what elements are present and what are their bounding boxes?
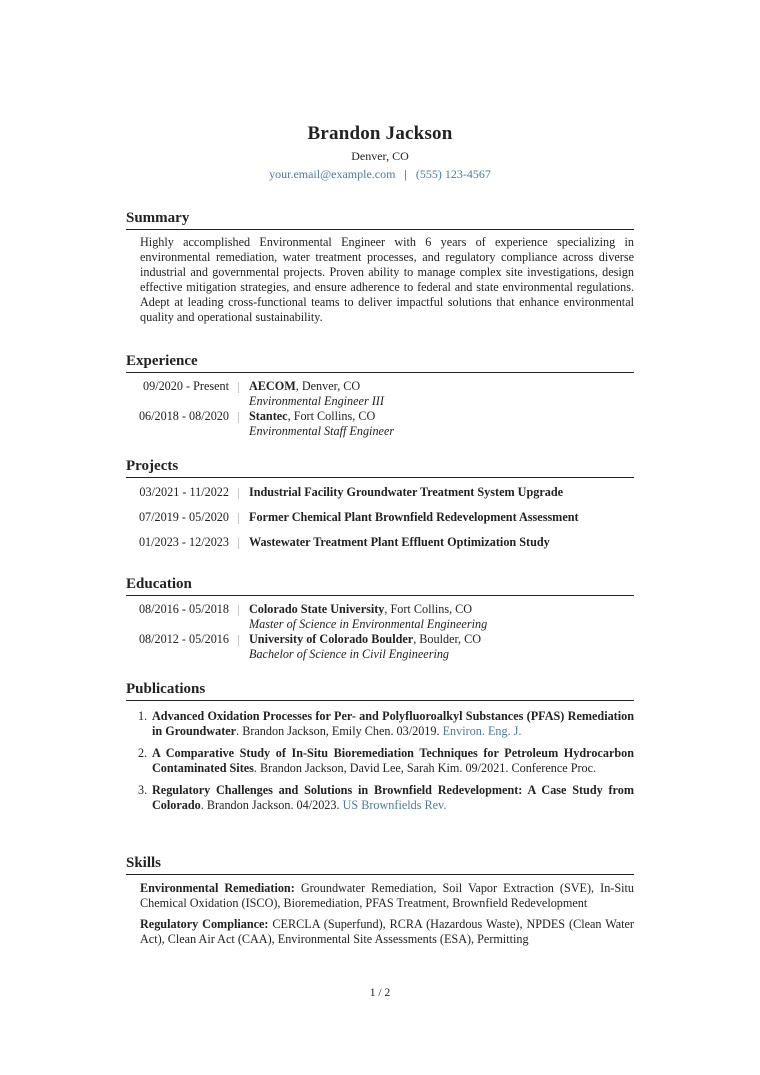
education-place: , Fort Collins, CO [384,602,473,616]
education-org: University of Colorado Boulder [249,632,414,646]
skill-group [140,917,634,947]
education-place: , Boulder, CO [413,632,482,646]
publication-number: 3. [138,783,148,797]
education-section [126,575,634,662]
skill-text: Groundwater Remediation, Soil Vapor Extraction (SVE), In-Situ Chemical Oxidation (ISCO), Bioremediation, PFAS Treatment, Brownfield Redevelopment [140,881,634,910]
skill-group [140,881,634,911]
skill-label: Environmental Remediation: [140,881,295,895]
project-date: 01/2023 - 12/2023 [138,535,229,549]
experience-date: 09/2020 - Present [143,379,229,393]
project-item [126,485,634,500]
project-date: 07/2019 - 05/2020 [138,510,229,524]
education-date: 08/2016 - 05/2018 [138,602,229,616]
skill-text: CERCLA (Superfund), RCRA (Hazardous Waste), NPDES (Clean Water Act), Clean Air Act (CAA), Environmental Site Assessments (ESA), Permitting [140,917,634,946]
section-title-projects: Projects [126,457,634,478]
publication-authors: . Brandon Jackson, David Lee, Sarah Kim. 09/2021. Conference Proc. [253,761,597,775]
publication-venue-link[interactable]: Environ. Eng. J. [442,724,522,738]
publication-number: 1. [138,709,148,723]
page-number: 1 / 2 [369,987,391,999]
section-title-skills: Skills [126,854,634,875]
section-title-experience: Experience [126,352,634,373]
summary-text: Highly accomplished Environmental Engineer with 6 years of experience specializing in environmental remediation, water treatment processes, and regulatory compliance across diverse industrial and governmental projects. Proven ability to manage complex site investigations, design effective mitigation strategies, and ensure adherence to federal and state environmental regulations. Adept at leading cross-functional teams to deliver impactful solutions that enhance environmental quality and operational sustainability. [140,235,634,324]
projects-section [126,457,634,550]
publication-venue-link[interactable]: US Brownfields Rev. [342,798,447,812]
experience-item [126,409,634,439]
phone-link[interactable]: (555) 123-4567 [415,167,491,181]
skill-label: Regulatory Compliance: [140,917,269,931]
publication-authors: . Brandon Jackson, Emily Chen. 03/2019. [236,724,443,738]
education-item [126,632,634,662]
publication-title: Advanced Oxidation Processes for Per- and Polyfluoroalkyl Substances (PFAS) Remediation in Groundwater [152,709,634,738]
contact-line [126,167,634,182]
publication-title: A Comparative Study of In-Situ Bioremediation Techniques for Petroleum Hydrocarbon Contaminated Sites [152,746,634,775]
candidate-name: Brandon Jackson [307,123,453,144]
contact-separator: | [404,167,407,181]
experience-role: Environmental Engineer III [249,394,384,408]
publication-number: 2. [138,746,148,760]
education-org: Colorado State University [249,602,385,616]
publication-item [126,709,634,739]
project-name: Former Chemical Plant Brownfield Redevelopment Assessment [249,510,579,524]
project-item [126,510,634,525]
publication-item [126,746,634,776]
resume-header [126,122,634,182]
education-item [126,602,634,632]
experience-org: AECOM [249,379,296,393]
skills-section [126,854,634,953]
experience-place: , Fort Collins, CO [287,409,376,423]
publication-title: Regulatory Challenges and Solutions in Brownfield Redevelopment: A Case Study from Colorado [152,783,634,812]
education-degree: Bachelor of Science in Civil Engineering [249,647,450,661]
publications-section [126,680,634,820]
section-title-publications: Publications [126,680,634,701]
experience-role: Environmental Staff Engineer [249,424,395,438]
project-item [126,535,634,550]
project-name: Industrial Facility Groundwater Treatment System Upgrade [249,485,564,499]
project-name: Wastewater Treatment Plant Effluent Optimization Study [249,535,550,549]
candidate-location: Denver, CO [351,149,409,163]
project-date: 03/2021 - 11/2022 [139,485,229,499]
experience-place: , Denver, CO [295,379,361,393]
section-title-summary: Summary [126,209,634,230]
education-date: 08/2012 - 05/2016 [138,632,229,646]
experience-date: 06/2018 - 08/2020 [138,409,229,423]
experience-org: Stantec [249,409,288,423]
section-title-education: Education [126,575,634,596]
publication-authors: . Brandon Jackson. 04/2023. [200,798,343,812]
email-link[interactable]: your.email@example.com [269,167,396,181]
publication-item [126,783,634,813]
experience-section [126,352,634,439]
summary-section [126,209,634,325]
experience-item [126,379,634,409]
education-degree: Master of Science in Environmental Engineering [249,617,488,631]
